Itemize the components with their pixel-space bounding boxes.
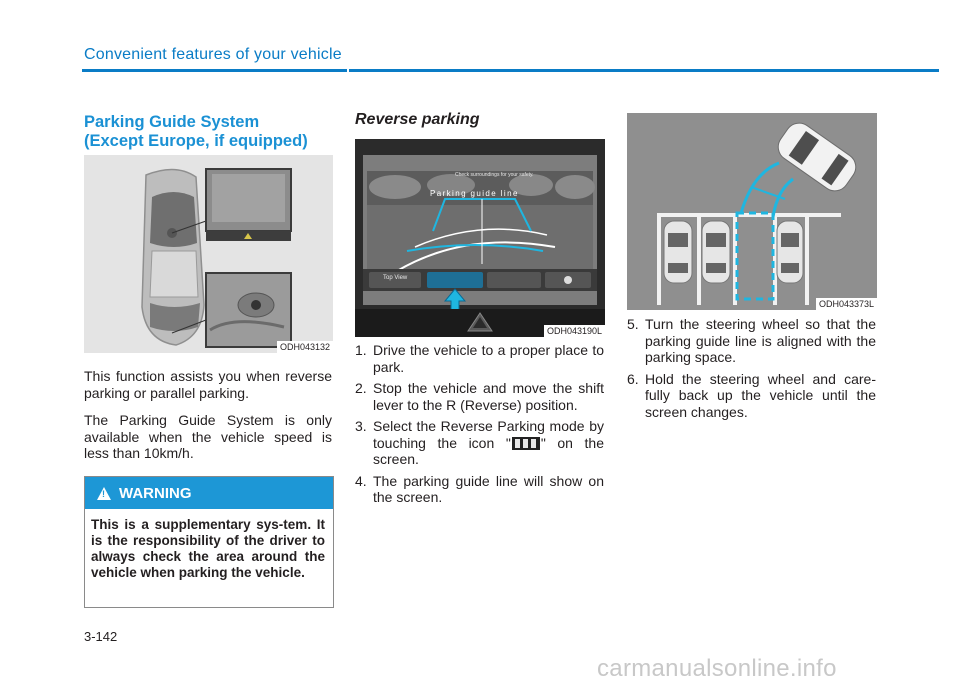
step-text: Turn the steering wheel so that the parking guide line is aligned with the parking space. <box>645 316 876 365</box>
speed-paragraph: The Parking Guide System is only available when the vehicle speed is less than 10km/h. <box>84 412 332 461</box>
figure-code: ODH043373L <box>816 298 877 310</box>
step-number: 6. <box>627 370 639 387</box>
reverse-parking-title: Reverse parking <box>355 111 480 128</box>
step-number: 5. <box>627 316 639 332</box>
parking-screen-figure <box>355 139 605 337</box>
steps-list <box>355 342 604 511</box>
header-rule-right <box>349 69 939 72</box>
section-title-line2: (Except Europe, if equipped) <box>84 132 308 150</box>
list-item <box>355 380 604 413</box>
step-text: The parking guide line will show on the screen. <box>373 472 604 505</box>
step-text-before: Select the Reverse Parking mode by touching the icon " <box>373 418 604 451</box>
section-title-line1: Parking Guide System <box>84 113 260 131</box>
header-rule-left <box>82 69 347 72</box>
step-text: Hold the steering wheel and care-fully back up the vehicle until the screen changes. <box>645 370 876 420</box>
list-item <box>627 371 876 421</box>
warning-text: This is a supplementary sys-tem. It is the responsibility of the driver to always check the area around the vehicle when parking the vehicle. <box>91 517 325 580</box>
step-text: Stop the vehicle and move the shift lever to the R (Reverse) position. <box>373 380 604 413</box>
step-number: 2. <box>355 380 367 396</box>
car-camera-figure <box>84 155 333 353</box>
reverse-parking-mode-icon <box>512 437 540 450</box>
intro-paragraph: This function assists you when reverse parking or parallel parking. <box>84 368 332 401</box>
parking-screen-illustration <box>355 139 605 337</box>
list-item <box>355 342 604 375</box>
watermark: carmanualsonline.info <box>597 655 837 682</box>
parking-space-figure <box>627 113 877 310</box>
list-item <box>355 418 604 468</box>
step-number: 3. <box>355 418 367 434</box>
steps-list-continued <box>627 316 876 425</box>
list-item <box>355 473 604 506</box>
step-number: 1. <box>355 342 367 358</box>
figure-code: ODH043132 <box>277 341 333 353</box>
page-number: 3-142 <box>84 629 118 644</box>
screen-top-caption: Check surroundings for your safety. <box>455 172 534 178</box>
step-text: Drive the vehicle to a proper place to park. <box>373 342 604 375</box>
section-title <box>84 113 344 151</box>
list-item <box>627 316 876 366</box>
figure-code: ODH043190L <box>544 325 605 337</box>
step-text-after: " on the screen. <box>373 434 604 467</box>
section-header: Convenient features of your vehicle <box>84 46 342 63</box>
parking-space-illustration <box>627 113 877 310</box>
warning-title: WARNING <box>119 484 192 502</box>
warning-header <box>85 477 333 509</box>
screen-overlay-label: Parking guide line <box>430 189 519 198</box>
car-camera-illustration <box>84 155 333 353</box>
warning-box <box>84 476 334 608</box>
top-view-button[interactable]: Top View <box>383 275 408 281</box>
warning-icon <box>97 487 111 500</box>
step-number: 4. <box>355 472 367 489</box>
